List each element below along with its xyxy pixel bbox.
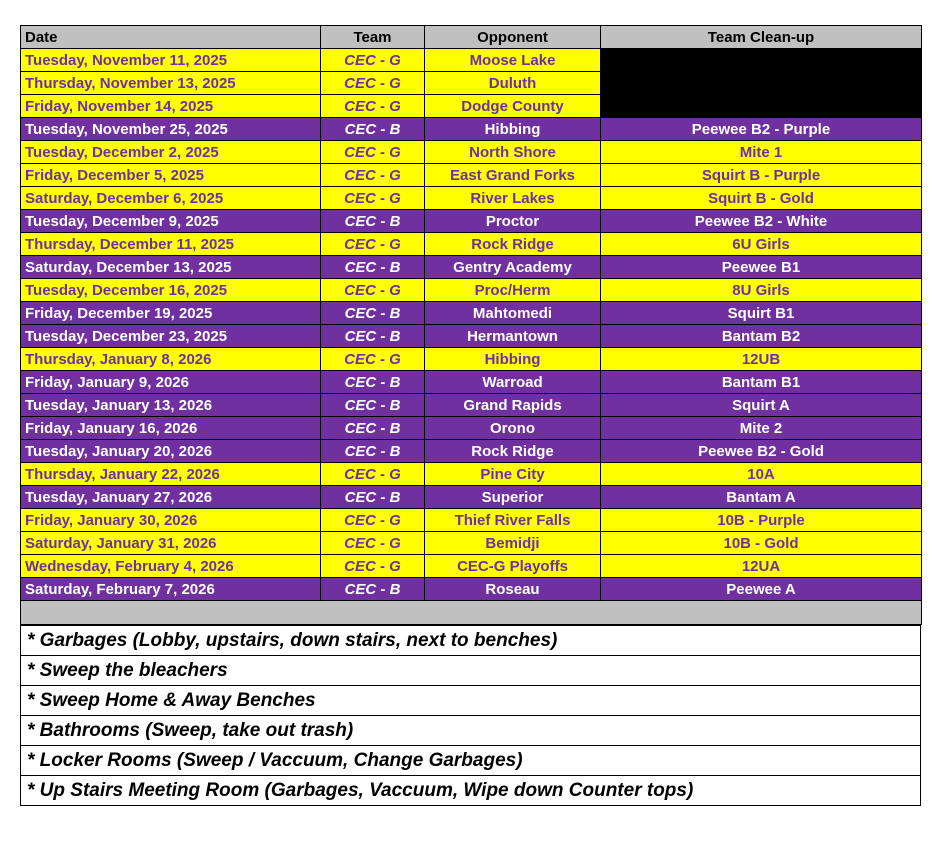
header-row — [21, 26, 922, 49]
date-cell: Friday, January 9, 2026 — [21, 371, 321, 394]
date-cell: Tuesday, January 20, 2026 — [21, 440, 321, 463]
cleanup-cell — [601, 49, 922, 72]
duty-row — [21, 776, 921, 806]
duty-row — [21, 686, 921, 716]
cleanup-cell — [601, 72, 922, 95]
opponent-cell: Orono — [425, 417, 601, 440]
team-cell: CEC - B — [321, 578, 425, 601]
team-cell: CEC - G — [321, 279, 425, 302]
table-row — [21, 187, 922, 210]
date-cell: Tuesday, November 11, 2025 — [21, 49, 321, 72]
table-row — [21, 233, 922, 256]
table-row — [21, 95, 922, 118]
header-opponent: Opponent — [425, 26, 601, 49]
opponent-cell: Duluth — [425, 72, 601, 95]
date-cell: Thursday, December 11, 2025 — [21, 233, 321, 256]
table-row — [21, 555, 922, 578]
cleanup-cell: 10B - Purple — [601, 509, 922, 532]
table-row — [21, 463, 922, 486]
table-row — [21, 49, 922, 72]
table-row — [21, 256, 922, 279]
table-row — [21, 72, 922, 95]
table-row — [21, 325, 922, 348]
table-row — [21, 118, 922, 141]
team-cell: CEC - G — [321, 141, 425, 164]
table-row — [21, 532, 922, 555]
team-cell: CEC - B — [321, 325, 425, 348]
duty-row — [21, 716, 921, 746]
opponent-cell: Hibbing — [425, 348, 601, 371]
team-cell: CEC - B — [321, 302, 425, 325]
team-cell: CEC - G — [321, 463, 425, 486]
team-cell: CEC - G — [321, 532, 425, 555]
date-cell: Tuesday, December 2, 2025 — [21, 141, 321, 164]
opponent-cell: Pine City — [425, 463, 601, 486]
date-cell: Tuesday, January 27, 2026 — [21, 486, 321, 509]
schedule-table — [20, 25, 922, 625]
opponent-cell: Grand Rapids — [425, 394, 601, 417]
opponent-cell: Warroad — [425, 371, 601, 394]
schedule-rows — [21, 49, 922, 601]
team-cell: CEC - G — [321, 509, 425, 532]
team-cell: CEC - B — [321, 394, 425, 417]
cleanup-cell: Squirt B - Gold — [601, 187, 922, 210]
cleanup-cell: Bantam B2 — [601, 325, 922, 348]
team-cell: CEC - G — [321, 555, 425, 578]
team-cell: CEC - B — [321, 256, 425, 279]
date-cell: Friday, December 5, 2025 — [21, 164, 321, 187]
opponent-cell: Superior — [425, 486, 601, 509]
date-cell: Friday, January 30, 2026 — [21, 509, 321, 532]
team-cell: CEC - G — [321, 233, 425, 256]
team-cell: CEC - B — [321, 440, 425, 463]
opponent-cell: Bemidji — [425, 532, 601, 555]
cleanup-cell — [601, 95, 922, 118]
date-cell: Tuesday, January 13, 2026 — [21, 394, 321, 417]
separator-cell — [21, 601, 922, 625]
cleanup-cell: 10B - Gold — [601, 532, 922, 555]
duties-list — [21, 626, 921, 806]
cleanup-cell: 12UA — [601, 555, 922, 578]
date-cell: Tuesday, December 23, 2025 — [21, 325, 321, 348]
table-row — [21, 394, 922, 417]
date-cell: Friday, November 14, 2025 — [21, 95, 321, 118]
team-cell: CEC - G — [321, 72, 425, 95]
table-row — [21, 578, 922, 601]
cleanup-cell: Bantam B1 — [601, 371, 922, 394]
opponent-cell: River Lakes — [425, 187, 601, 210]
date-cell: Tuesday, December 9, 2025 — [21, 210, 321, 233]
opponent-cell: Proctor — [425, 210, 601, 233]
team-cell: CEC - G — [321, 348, 425, 371]
team-cell: CEC - B — [321, 210, 425, 233]
team-cell: CEC - B — [321, 118, 425, 141]
cleanup-cell: Mite 2 — [601, 417, 922, 440]
date-cell: Saturday, February 7, 2026 — [21, 578, 321, 601]
table-row — [21, 371, 922, 394]
table-row — [21, 486, 922, 509]
opponent-cell: Rock Ridge — [425, 233, 601, 256]
date-cell: Friday, December 19, 2025 — [21, 302, 321, 325]
cleanup-cell: 12UB — [601, 348, 922, 371]
team-cell: CEC - B — [321, 417, 425, 440]
cleanup-cell: Mite 1 — [601, 141, 922, 164]
cleanup-cell: Peewee B2 - Purple — [601, 118, 922, 141]
opponent-cell: North Shore — [425, 141, 601, 164]
date-cell: Saturday, December 6, 2025 — [21, 187, 321, 210]
cleanup-cell: Squirt B1 — [601, 302, 922, 325]
date-cell: Tuesday, December 16, 2025 — [21, 279, 321, 302]
team-cell: CEC - G — [321, 49, 425, 72]
duty-text: * Up Stairs Meeting Room (Garbages, Vaccuum, Wipe down Counter tops) — [21, 776, 921, 806]
opponent-cell: East Grand Forks — [425, 164, 601, 187]
duty-text: * Locker Rooms (Sweep / Vaccuum, Change Garbages) — [21, 746, 921, 776]
team-cell: CEC - B — [321, 486, 425, 509]
cleanup-cell: Squirt B - Purple — [601, 164, 922, 187]
cleanup-cell: 10A — [601, 463, 922, 486]
table-row — [21, 164, 922, 187]
date-cell: Saturday, December 13, 2025 — [21, 256, 321, 279]
opponent-cell: Moose Lake — [425, 49, 601, 72]
duty-text: * Sweep Home & Away Benches — [21, 686, 921, 716]
header-team-cleanup: Team Clean-up — [601, 26, 922, 49]
date-cell: Friday, January 16, 2026 — [21, 417, 321, 440]
date-cell: Thursday, January 8, 2026 — [21, 348, 321, 371]
opponent-cell: Mahtomedi — [425, 302, 601, 325]
opponent-cell: Proc/Herm — [425, 279, 601, 302]
duty-row — [21, 746, 921, 776]
date-cell: Wednesday, February 4, 2026 — [21, 555, 321, 578]
duty-row — [21, 656, 921, 686]
table-row — [21, 440, 922, 463]
date-cell: Thursday, January 22, 2026 — [21, 463, 321, 486]
cleanup-cell: 6U Girls — [601, 233, 922, 256]
date-cell: Thursday, November 13, 2025 — [21, 72, 321, 95]
opponent-cell: CEC-G Playoffs — [425, 555, 601, 578]
opponent-cell: Hibbing — [425, 118, 601, 141]
opponent-cell: Thief River Falls — [425, 509, 601, 532]
table-row — [21, 141, 922, 164]
opponent-cell: Hermantown — [425, 325, 601, 348]
table-row — [21, 279, 922, 302]
opponent-cell: Rock Ridge — [425, 440, 601, 463]
cleanup-cell: Peewee B2 - White — [601, 210, 922, 233]
date-cell: Saturday, January 31, 2026 — [21, 532, 321, 555]
table-row — [21, 417, 922, 440]
cleanup-schedule-sheet — [20, 25, 921, 806]
team-cell: CEC - G — [321, 95, 425, 118]
cleanup-cell: Squirt A — [601, 394, 922, 417]
header-date: Date — [21, 26, 321, 49]
opponent-cell: Roseau — [425, 578, 601, 601]
cleanup-cell: Peewee B2 - Gold — [601, 440, 922, 463]
duty-text: * Garbages (Lobby, upstairs, down stairs, next to benches) — [21, 626, 921, 656]
duty-row — [21, 626, 921, 656]
team-cell: CEC - B — [321, 371, 425, 394]
opponent-cell: Gentry Academy — [425, 256, 601, 279]
opponent-cell: Dodge County — [425, 95, 601, 118]
table-row — [21, 509, 922, 532]
cleanup-cell: Peewee B1 — [601, 256, 922, 279]
cleanup-cell: Peewee A — [601, 578, 922, 601]
team-cell: CEC - G — [321, 187, 425, 210]
table-row — [21, 302, 922, 325]
duty-text: * Sweep the bleachers — [21, 656, 921, 686]
team-cell: CEC - G — [321, 164, 425, 187]
table-row — [21, 210, 922, 233]
cleanup-cell: Bantam A — [601, 486, 922, 509]
table-row — [21, 348, 922, 371]
separator-row — [21, 601, 922, 625]
duties-table — [20, 625, 921, 806]
header-team: Team — [321, 26, 425, 49]
cleanup-cell: 8U Girls — [601, 279, 922, 302]
duty-text: * Bathrooms (Sweep, take out trash) — [21, 716, 921, 746]
date-cell: Tuesday, November 25, 2025 — [21, 118, 321, 141]
